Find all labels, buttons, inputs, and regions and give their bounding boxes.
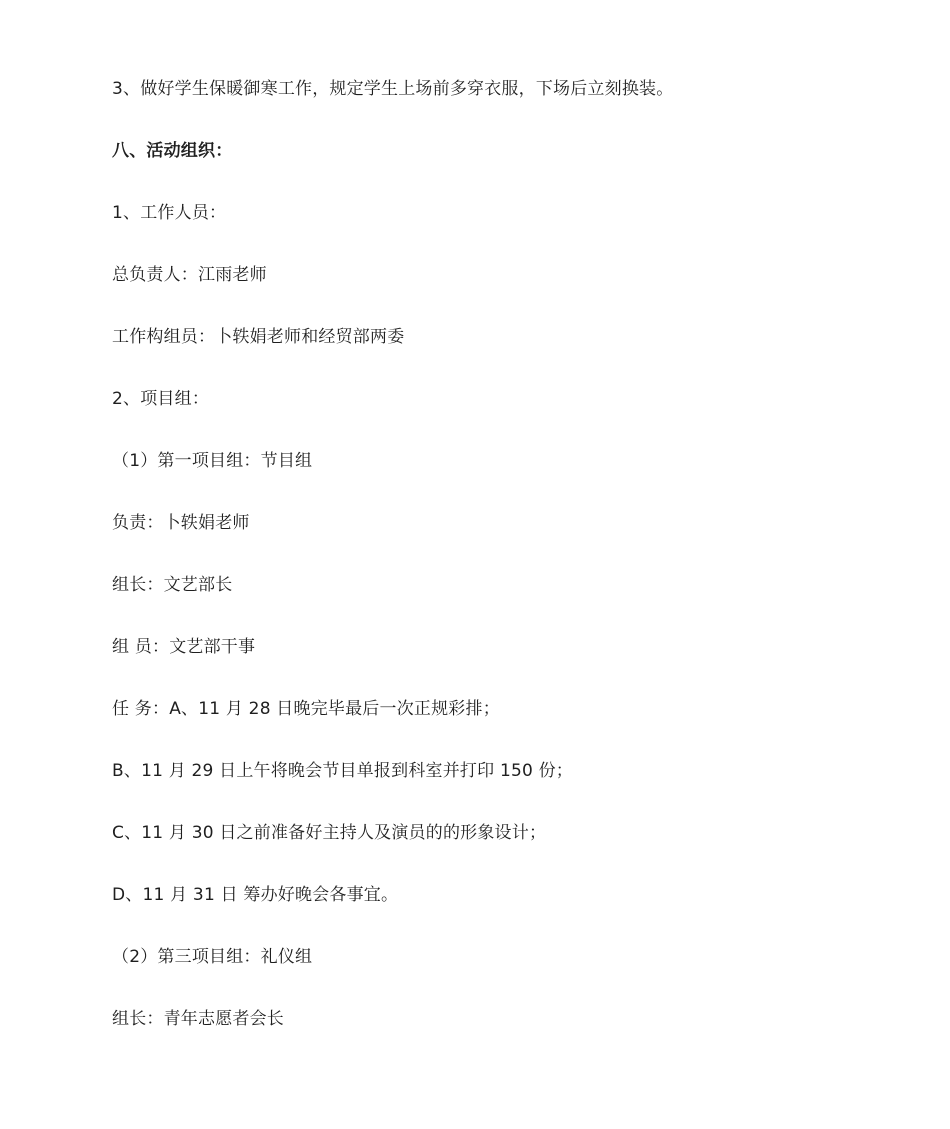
line-program-leader: 组长：文艺部长 — [112, 575, 233, 595]
subheading-program-group: （1）第一项目组：节目组 — [112, 451, 313, 471]
line-program-task-b: B、11 月 29 日上午将晚会节目单报到科室并打印 150 份； — [112, 761, 573, 781]
paragraph-warmth-measure: 3、做好学生保暖御寒工作，规定学生上场前多穿衣服，下场后立刻换装。 — [112, 79, 674, 99]
line-program-members: 组 员：文艺部干事 — [112, 637, 256, 657]
subheading-staff: 1、工作人员： — [112, 203, 227, 223]
line-program-responsible: 负责：卜轶娟老师 — [112, 513, 250, 533]
line-program-task-c: C、11 月 30 日之前准备好主持人及演员的的形象设计； — [112, 823, 547, 843]
subheading-etiquette-group: （2）第三项目组：礼仪组 — [112, 947, 313, 967]
line-program-task-a: 任 务：A、11 月 28 日晚完毕最后一次正规彩排； — [112, 699, 500, 719]
line-etiquette-leader: 组长：青年志愿者会长 — [112, 1009, 284, 1029]
line-working-group-members: 工作构组员：卜轶娟老师和经贸部两委 — [112, 327, 405, 347]
section-heading-activity-organization: 八、活动组织： — [112, 141, 233, 161]
line-program-task-d: D、11 月 31 日 筹办好晚会各事宜。 — [112, 885, 399, 905]
subheading-project-groups: 2、项目组： — [112, 389, 210, 409]
line-chief-manager: 总负责人：江雨老师 — [112, 265, 267, 285]
